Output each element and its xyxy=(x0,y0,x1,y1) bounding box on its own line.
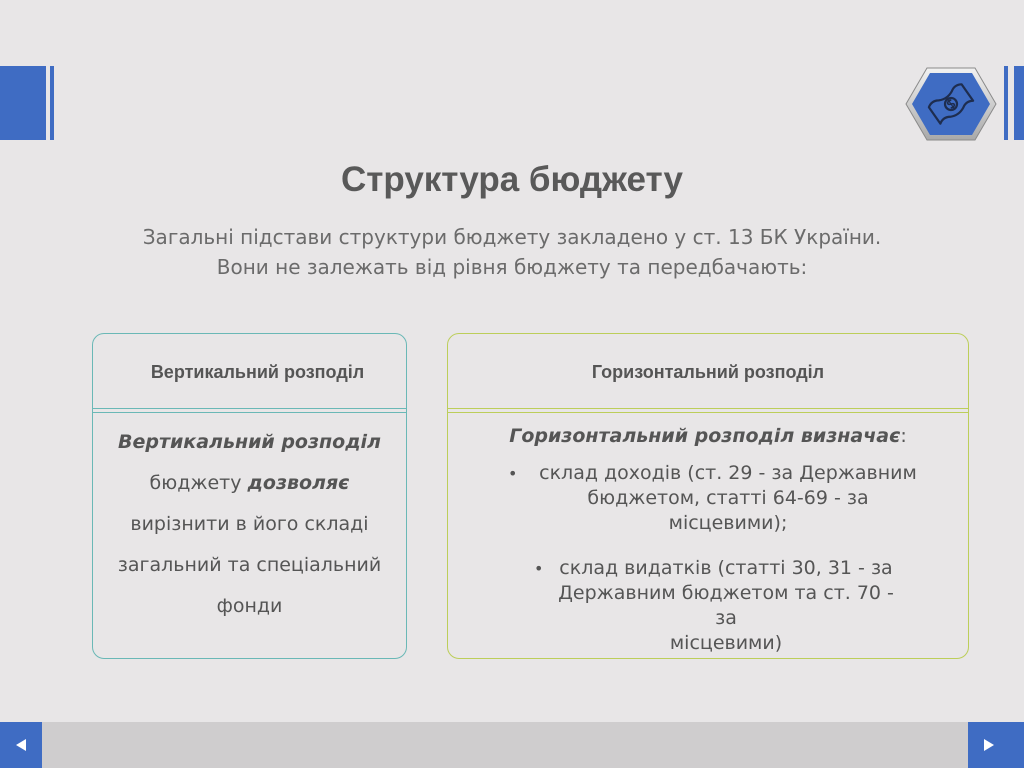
card-divider xyxy=(93,412,406,413)
nav-edge-accent xyxy=(1010,722,1024,768)
body-text: фонди xyxy=(216,595,283,617)
body-text: : xyxy=(900,425,907,447)
previous-slide-button[interactable] xyxy=(0,722,42,768)
list-item-text: Державним бюджетом та ст. 70 - за xyxy=(558,582,894,629)
right-accent-line xyxy=(1004,66,1008,140)
card-divider xyxy=(448,412,968,413)
subtitle-line: Вони не залежать від рівня бюджету та передбачають: xyxy=(216,255,808,279)
emphasis-text: Горизонтальний розподіл визначає xyxy=(509,425,901,447)
vertical-distribution-card xyxy=(92,333,407,659)
card-divider xyxy=(93,408,406,409)
horizontal-card-body xyxy=(448,422,968,656)
horizontal-distribution-card xyxy=(447,333,969,659)
body-text: вирізнити в його складі xyxy=(130,513,369,535)
slide-subtitle xyxy=(0,222,1024,282)
bullet-icon: • xyxy=(534,559,544,578)
subtitle-line: Загальні підстави структури бюджету закладено у ст. 13 БК України. xyxy=(142,225,882,249)
left-accent-bar xyxy=(0,66,46,140)
next-slide-button[interactable] xyxy=(968,722,1010,768)
right-accent-bar xyxy=(1014,66,1024,140)
body-text: загальний та спеціальний xyxy=(117,554,382,576)
triangle-left-icon xyxy=(13,737,29,753)
triangle-right-icon xyxy=(981,737,997,753)
emphasis-text: Вертикальний розподіл xyxy=(118,431,381,453)
list-item xyxy=(448,556,968,656)
bullet-icon: • xyxy=(508,464,518,483)
card-header-horizontal: Горизонтальний розподіл xyxy=(591,361,825,382)
card-header-vertical: Вертикальний розподіл xyxy=(150,361,365,382)
list-item xyxy=(448,461,968,536)
list-item-text: бюджетом, статті 64-69 - за місцевими); xyxy=(587,487,869,534)
body-text: бюджету xyxy=(149,472,248,494)
vertical-card-body xyxy=(93,422,406,627)
money-bill-icon xyxy=(905,66,997,142)
card-divider xyxy=(448,408,968,409)
list-item-text: склад видатків (статті 30, 31 - за xyxy=(559,557,893,579)
card-lead-text xyxy=(448,422,968,450)
slide-title: Структура бюджету xyxy=(340,160,683,199)
emphasis-text: дозволяє xyxy=(247,472,350,494)
bottom-nav-bar xyxy=(0,722,1024,768)
list-item-text: склад доходів (ст. 29 - за Державним xyxy=(539,462,917,484)
list-item-text: місцевими) xyxy=(669,632,783,654)
left-accent-line xyxy=(50,66,54,140)
